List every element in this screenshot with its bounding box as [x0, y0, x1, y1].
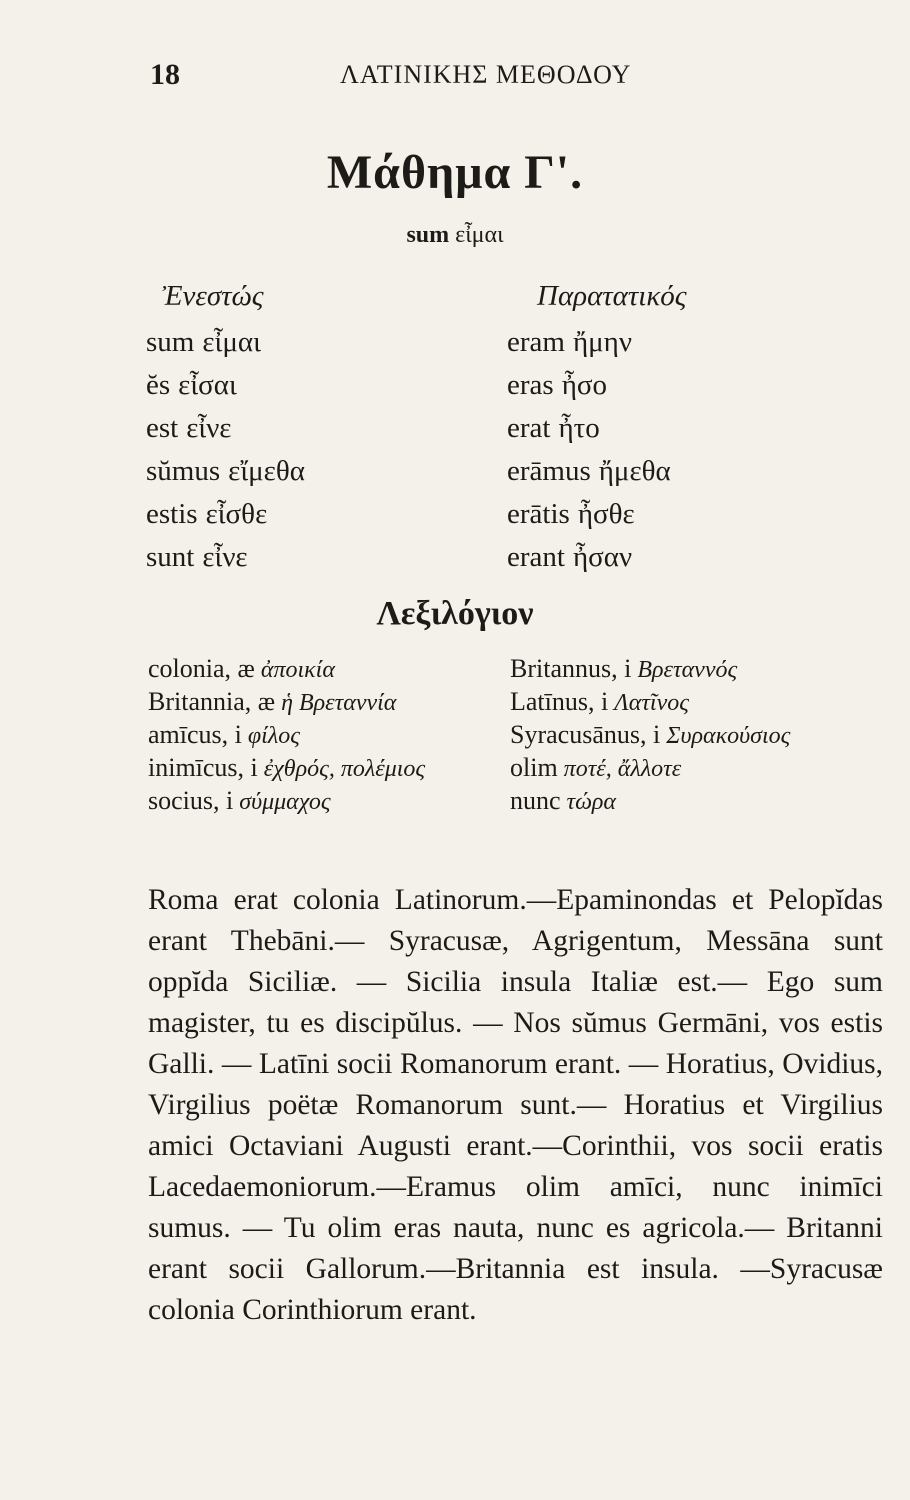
latin-word: Syracusānus, i	[510, 720, 661, 749]
latin-word: socius, i	[148, 786, 234, 815]
latin-form: erāmus	[507, 455, 591, 487]
latin-form: sum	[146, 326, 195, 358]
verb-latin: sum	[406, 222, 450, 248]
running-head	[150, 58, 760, 98]
greek-translation: ἡ Βρεταννία	[281, 690, 397, 716]
latin-form: eras	[507, 369, 554, 401]
greek-form: εἶμαι	[202, 326, 261, 358]
imperfect-tense-column	[507, 280, 687, 579]
vocabulary-entry	[148, 751, 425, 784]
latin-word: Latīnus, i	[510, 687, 609, 716]
greek-translation: ποτέ, ἄλλοτε	[563, 756, 682, 782]
greek-translation: Συρακούσιος	[666, 723, 791, 749]
greek-translation: Λατῖνος	[614, 690, 689, 716]
running-title: ΛΑΤΙΝΙΚΗΣ ΜΕΘΟΔΟΥ	[340, 60, 632, 89]
latin-form: ĕs	[146, 369, 171, 401]
greek-translation: τώρα	[566, 789, 616, 815]
greek-translation: ἀποικία	[260, 657, 335, 683]
conjugation-row	[146, 450, 305, 493]
latin-form: erat	[507, 412, 551, 444]
latin-word: Britannus, i	[510, 654, 632, 683]
conjugation-row	[507, 493, 687, 536]
conjugation-row	[146, 407, 305, 450]
greek-form: ἦσαν	[572, 541, 633, 573]
present-tense-heading: Ἐνεστώς	[162, 280, 264, 312]
page-number: 18	[150, 58, 180, 91]
lesson-title: Μάθημα Γ'.	[326, 146, 584, 199]
vocabulary-entry	[510, 751, 790, 784]
greek-form: εἶσαι	[178, 369, 237, 401]
greek-translation: ἐχθρός, πολέμιος	[263, 756, 426, 782]
vocabulary-entry	[148, 718, 425, 751]
imperfect-tense-heading: Παρατατικός	[537, 280, 687, 312]
latin-form: erant	[507, 541, 565, 573]
vocabulary-entry	[510, 685, 790, 718]
greek-form: ἦτο	[558, 412, 600, 444]
conjugation-row	[507, 536, 687, 579]
verb-greek: εἶμαι	[455, 222, 504, 248]
latin-word: olim	[510, 753, 558, 782]
latin-form: eram	[507, 326, 565, 358]
vocabulary-entry	[510, 718, 790, 751]
vocabulary-entry	[148, 652, 425, 685]
latin-form: erātis	[507, 498, 570, 530]
latin-word: nunc	[510, 786, 561, 815]
latin-word: inimīcus, i	[148, 753, 258, 782]
greek-form: εἶνε	[202, 541, 248, 573]
greek-form: ἤμεθα	[598, 455, 671, 487]
latin-form: sunt	[146, 541, 195, 573]
conjugation-row	[146, 321, 305, 364]
conjugation-row	[507, 321, 687, 364]
present-tense-column	[146, 280, 305, 579]
vocabulary-entry	[148, 784, 425, 817]
latin-word: colonia, æ	[148, 654, 255, 683]
vocabulary-entry	[510, 784, 790, 817]
latin-form: est	[146, 412, 179, 444]
exercise-paragraph: Roma erat colonia Latinorum.—Epaminondas et Pelopĭdas erant Thebāni.— Syracusæ, Agrigentum, Messāna sunt oppĭda Siciliæ. — Sicilia insula Italiæ est.— Ego sum magister, tu es discipŭlus. — Nos sŭmus Germāni, vos estis Galli. — Latīni socii Romanorum erant. — Horatius, Ovidius, Virgilius poëtæ Romanorum sunt.— Horatius et Virgilius amici Octaviani Augusti erant.—Corinthii, vos socii eratis Lacedaemoniorum.—Eramus olim amīci, nunc inimīci sumus. — Tu olim eras nauta, nunc es agricola.— Britanni erant socii Gallorum.—Britannia est insula. —Syracusæ colonia Corinthiorum erant.	[148, 883, 883, 1326]
greek-form: ἦσο	[561, 369, 607, 401]
greek-form: εἶνε	[186, 412, 232, 444]
latin-form: sŭmus	[146, 455, 221, 487]
vocabulary-entry	[510, 652, 790, 685]
greek-form: ἦσθε	[577, 498, 635, 530]
vocabulary-left-column	[148, 652, 425, 817]
greek-form: ἤμην	[572, 326, 632, 358]
latin-form: estis	[146, 498, 198, 530]
latin-word: amīcus, i	[148, 720, 242, 749]
greek-form: εἶσθε	[205, 498, 268, 530]
greek-form: εἴμεθα	[228, 455, 305, 487]
conjugation-row	[507, 450, 687, 493]
conjugation-row	[146, 364, 305, 407]
greek-translation: σύμμαχος	[239, 789, 331, 815]
vocabulary-entry	[148, 685, 425, 718]
verb-subtitle	[0, 222, 910, 249]
greek-translation: Βρεταννός	[637, 657, 738, 683]
vocabulary-title: Λεξιλόγιον	[376, 595, 534, 632]
vocabulary-right-column	[510, 652, 790, 817]
conjugation-row	[146, 536, 305, 579]
greek-translation: φίλος	[247, 723, 300, 749]
conjugation-row	[507, 364, 687, 407]
conjugation-row	[507, 407, 687, 450]
conjugation-row	[146, 493, 305, 536]
latin-word: Britannia, æ	[148, 687, 276, 716]
